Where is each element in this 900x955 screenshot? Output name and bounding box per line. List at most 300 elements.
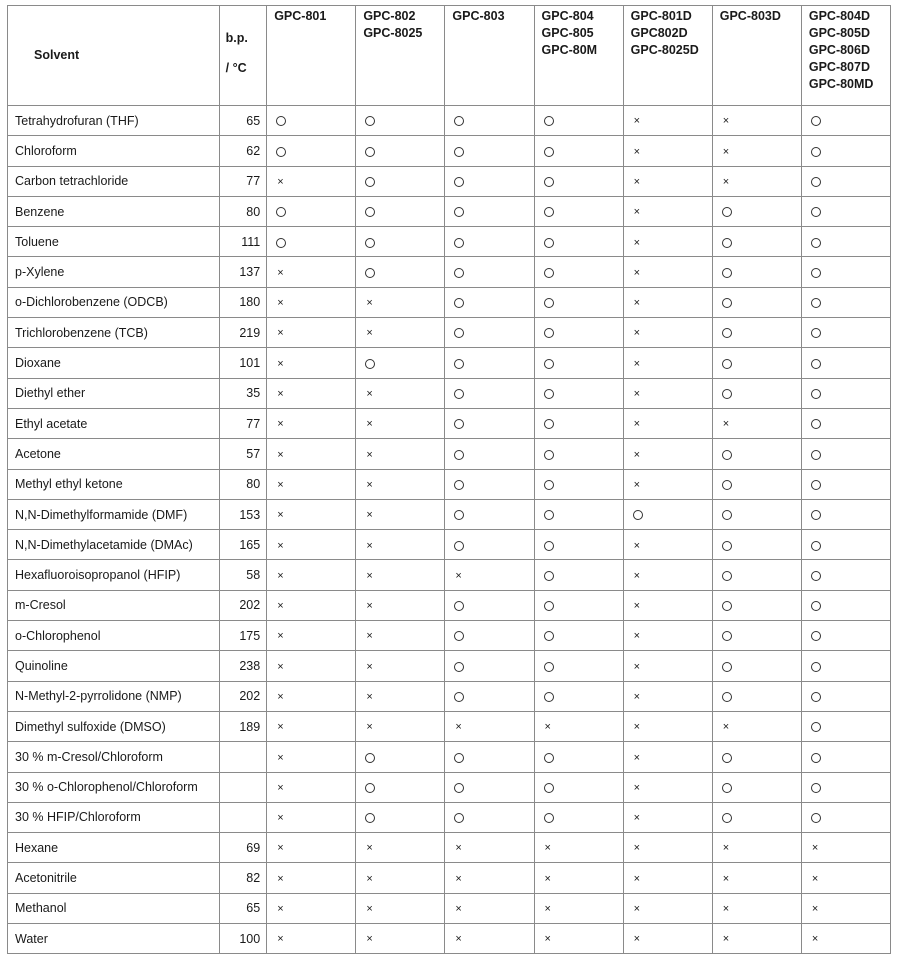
table-row	[8, 590, 891, 620]
header-row	[8, 6, 891, 106]
compatible-circle-icon	[811, 813, 821, 823]
incompatible-cross-icon: ×	[366, 721, 373, 734]
compatibility-cell	[356, 560, 445, 590]
compatibility-cell	[267, 196, 356, 226]
solvent-name: N,N-Dimethylformamide (DMF)	[8, 499, 220, 529]
compatibility-cell	[445, 742, 534, 772]
column-header-model: GPC-80MD	[808, 77, 874, 91]
incompatible-cross-icon: ×	[633, 388, 641, 401]
incompatible-cross-icon: ×	[366, 569, 373, 582]
bp-header-line: / °C	[225, 61, 247, 75]
incompatible-cross-icon: ×	[277, 357, 284, 370]
compatibility-cell	[712, 439, 801, 469]
compatible-circle-icon	[454, 450, 464, 460]
compatibility-cell	[623, 863, 712, 893]
compatible-circle-icon	[454, 177, 464, 187]
compatibility-cell	[267, 408, 356, 438]
incompatible-cross-icon: ×	[633, 145, 641, 158]
compatibility-cell	[623, 924, 712, 954]
incompatible-cross-icon: ×	[277, 630, 284, 643]
compatibility-cell	[801, 590, 890, 620]
table-row	[8, 408, 891, 438]
compatible-circle-icon	[811, 298, 821, 308]
compatibility-cell	[623, 196, 712, 226]
compatibility-cell	[623, 530, 712, 560]
compatible-circle-icon	[365, 813, 375, 823]
compatibility-cell	[623, 590, 712, 620]
incompatible-cross-icon: ×	[633, 539, 641, 552]
compatibility-cell	[712, 651, 801, 681]
incompatible-cross-icon: ×	[277, 418, 284, 431]
incompatible-cross-icon: ×	[633, 357, 641, 370]
compatibility-cell	[712, 499, 801, 529]
compatibility-cell	[623, 621, 712, 651]
compatibility-cell	[801, 499, 890, 529]
compatible-circle-icon	[544, 147, 554, 157]
table-row	[8, 287, 891, 317]
compatibility-cell	[356, 408, 445, 438]
incompatible-cross-icon: ×	[811, 872, 819, 885]
incompatible-cross-icon: ×	[366, 478, 373, 491]
compatibility-cell	[445, 166, 534, 196]
compatibility-cell	[801, 651, 890, 681]
compatibility-cell	[267, 287, 356, 317]
compatibility-cell	[356, 711, 445, 741]
compatibility-cell	[445, 651, 534, 681]
incompatible-cross-icon: ×	[366, 842, 373, 855]
compatibility-cell	[801, 681, 890, 711]
table-row	[8, 136, 891, 166]
incompatible-cross-icon: ×	[722, 903, 730, 916]
compatibility-cell	[267, 651, 356, 681]
column-header-model: GPC-805	[541, 26, 594, 40]
compatible-circle-icon	[454, 692, 464, 702]
compatibility-cell	[267, 439, 356, 469]
incompatible-cross-icon: ×	[366, 903, 373, 916]
incompatible-cross-icon: ×	[277, 721, 284, 734]
compatibility-cell	[534, 287, 623, 317]
compatibility-cell	[712, 166, 801, 196]
compatible-circle-icon	[454, 480, 464, 490]
compatibility-cell	[267, 530, 356, 560]
incompatible-cross-icon: ×	[455, 721, 462, 734]
column-header-model: GPC-804D	[808, 9, 870, 23]
compatible-circle-icon	[722, 450, 732, 460]
compatibility-cell	[623, 833, 712, 863]
compatible-circle-icon	[811, 662, 821, 672]
incompatible-cross-icon: ×	[722, 721, 730, 734]
compatible-circle-icon	[722, 541, 732, 551]
compatibility-cell	[445, 530, 534, 560]
table-row	[8, 621, 891, 651]
compatibility-cell	[445, 257, 534, 287]
compatibility-cell	[623, 106, 712, 136]
compatible-circle-icon	[276, 207, 286, 217]
compatible-circle-icon	[365, 177, 375, 187]
compatibility-cell	[267, 318, 356, 348]
compatibility-cell	[445, 227, 534, 257]
compatibility-cell	[801, 287, 890, 317]
compatibility-cell	[801, 166, 890, 196]
compatibility-cell	[534, 499, 623, 529]
compatibility-cell	[801, 833, 890, 863]
boiling-point: 175	[219, 621, 267, 651]
column-header-1	[267, 6, 356, 106]
boiling-point: 238	[219, 651, 267, 681]
compatible-circle-icon	[454, 662, 464, 672]
compatible-circle-icon	[544, 298, 554, 308]
compatible-circle-icon	[544, 783, 554, 793]
compatible-circle-icon	[454, 116, 464, 126]
boiling-point: 80	[219, 196, 267, 226]
compatibility-cell	[445, 469, 534, 499]
column-header-3	[445, 6, 534, 106]
compatibility-cell	[801, 408, 890, 438]
compatible-circle-icon	[544, 116, 554, 126]
column-header-2	[356, 6, 445, 106]
compatibility-cell	[445, 590, 534, 620]
compatible-circle-icon	[722, 359, 732, 369]
boiling-point: 65	[219, 893, 267, 923]
compatibility-cell	[623, 802, 712, 832]
compatibility-cell	[712, 378, 801, 408]
compatibility-cell	[534, 166, 623, 196]
incompatible-cross-icon: ×	[455, 903, 462, 916]
incompatible-cross-icon: ×	[633, 175, 641, 188]
solvent-name: Ethyl acetate	[8, 408, 220, 438]
solvent-name: Toluene	[8, 227, 220, 257]
compatible-circle-icon	[722, 328, 732, 338]
compatible-circle-icon	[544, 389, 554, 399]
boiling-point	[219, 772, 267, 802]
table-row	[8, 196, 891, 226]
incompatible-cross-icon: ×	[544, 721, 551, 734]
boiling-point: 165	[219, 530, 267, 560]
incompatible-cross-icon: ×	[633, 630, 641, 643]
boiling-point: 65	[219, 106, 267, 136]
compatible-circle-icon	[722, 207, 732, 217]
incompatible-cross-icon: ×	[366, 933, 373, 946]
boiling-point: 100	[219, 924, 267, 954]
column-header-model: GPC-805D	[808, 26, 870, 40]
compatible-circle-icon	[544, 662, 554, 672]
compatibility-cell	[267, 348, 356, 378]
compatible-circle-icon	[544, 328, 554, 338]
compatibility-cell	[445, 621, 534, 651]
incompatible-cross-icon: ×	[366, 509, 373, 522]
compatible-circle-icon	[454, 813, 464, 823]
compatible-circle-icon	[365, 238, 375, 248]
column-header-model: GPC-801D	[630, 9, 692, 23]
table-row	[8, 924, 891, 954]
compatibility-cell	[356, 348, 445, 378]
compatible-circle-icon	[811, 450, 821, 460]
solvent-name: Benzene	[8, 196, 220, 226]
incompatible-cross-icon: ×	[277, 600, 284, 613]
compatibility-cell	[356, 863, 445, 893]
compatibility-cell	[356, 106, 445, 136]
boiling-point: 202	[219, 590, 267, 620]
compatible-circle-icon	[365, 207, 375, 217]
compatible-circle-icon	[811, 753, 821, 763]
compatibility-cell	[712, 711, 801, 741]
boiling-point: 35	[219, 378, 267, 408]
compatibility-cell	[445, 287, 534, 317]
compatible-circle-icon	[454, 268, 464, 278]
compatibility-cell	[267, 560, 356, 590]
compatibility-cell	[623, 772, 712, 802]
compatibility-cell	[356, 530, 445, 560]
compatibility-cell	[534, 681, 623, 711]
incompatible-cross-icon: ×	[633, 660, 641, 673]
compatibility-cell	[712, 348, 801, 378]
compatible-circle-icon	[365, 753, 375, 763]
incompatible-cross-icon: ×	[722, 175, 730, 188]
compatibility-cell	[534, 439, 623, 469]
compatibility-cell	[712, 318, 801, 348]
column-header-6	[712, 6, 801, 106]
compatible-circle-icon	[811, 480, 821, 490]
incompatible-cross-icon: ×	[366, 448, 373, 461]
table-row	[8, 530, 891, 560]
compatibility-cell	[356, 196, 445, 226]
compatible-circle-icon	[811, 510, 821, 520]
compatibility-cell	[534, 772, 623, 802]
compatible-circle-icon	[544, 268, 554, 278]
compatibility-cell	[534, 378, 623, 408]
compatible-circle-icon	[722, 510, 732, 520]
table-row	[8, 106, 891, 136]
solvent-name: Diethyl ether	[8, 378, 220, 408]
solvent-name: Dimethyl sulfoxide (DMSO)	[8, 711, 220, 741]
compatible-circle-icon	[722, 692, 732, 702]
compatibility-cell	[623, 318, 712, 348]
boiling-point: 153	[219, 499, 267, 529]
compatibility-cell	[801, 893, 890, 923]
incompatible-cross-icon: ×	[277, 903, 284, 916]
table-row	[8, 499, 891, 529]
compatible-circle-icon	[544, 571, 554, 581]
compatibility-cell	[356, 287, 445, 317]
compatible-circle-icon	[454, 601, 464, 611]
incompatible-cross-icon: ×	[633, 206, 641, 219]
boiling-point: 202	[219, 681, 267, 711]
solvent-name: Quinoline	[8, 651, 220, 681]
incompatible-cross-icon: ×	[633, 297, 641, 310]
incompatible-cross-icon: ×	[544, 842, 551, 855]
compatibility-cell	[801, 772, 890, 802]
compatibility-cell	[267, 742, 356, 772]
compatible-circle-icon	[811, 541, 821, 551]
compatibility-cell	[712, 257, 801, 287]
column-header-5	[623, 6, 712, 106]
incompatible-cross-icon: ×	[633, 842, 641, 855]
compatibility-cell	[712, 863, 801, 893]
compatible-circle-icon	[811, 147, 821, 157]
compatibility-cell	[356, 378, 445, 408]
compatibility-cell	[356, 802, 445, 832]
compatibility-cell	[356, 681, 445, 711]
solvent-column-header: Solvent	[8, 6, 220, 106]
compatible-circle-icon	[811, 419, 821, 429]
compatibility-cell	[356, 499, 445, 529]
compatibility-cell	[623, 681, 712, 711]
boiling-point: 111	[219, 227, 267, 257]
compatibility-cell	[801, 863, 890, 893]
compatible-circle-icon	[544, 692, 554, 702]
compatibility-cell	[534, 651, 623, 681]
solvent-name: N-Methyl-2-pyrrolidone (NMP)	[8, 681, 220, 711]
incompatible-cross-icon: ×	[811, 842, 819, 855]
incompatible-cross-icon: ×	[455, 569, 462, 582]
compatibility-cell	[534, 742, 623, 772]
compatibility-cell	[356, 833, 445, 863]
boiling-point: 82	[219, 863, 267, 893]
boiling-point: 219	[219, 318, 267, 348]
boiling-point: 180	[219, 287, 267, 317]
column-header-model: GPC-8025	[363, 26, 423, 40]
solvent-name: N,N-Dimethylacetamide (DMAc)	[8, 530, 220, 560]
compatible-circle-icon	[454, 753, 464, 763]
compatibility-cell	[445, 833, 534, 863]
compatible-circle-icon	[276, 147, 286, 157]
compatibility-cell	[445, 893, 534, 923]
table-row	[8, 802, 891, 832]
compatibility-cell	[267, 257, 356, 287]
compatible-circle-icon	[722, 601, 732, 611]
table-row	[8, 257, 891, 287]
compatible-circle-icon	[722, 268, 732, 278]
compatibility-cell	[445, 499, 534, 529]
boiling-point: 58	[219, 560, 267, 590]
compatible-circle-icon	[544, 207, 554, 217]
compatibility-cell	[623, 439, 712, 469]
compatibility-cell	[801, 621, 890, 651]
compatibility-cell	[445, 136, 534, 166]
incompatible-cross-icon: ×	[811, 903, 819, 916]
compatible-circle-icon	[544, 631, 554, 641]
boiling-point: 77	[219, 408, 267, 438]
compatible-circle-icon	[811, 722, 821, 732]
compatible-circle-icon	[722, 631, 732, 641]
solvent-name: Water	[8, 924, 220, 954]
compatibility-cell	[267, 711, 356, 741]
incompatible-cross-icon: ×	[455, 842, 462, 855]
compatibility-cell	[801, 318, 890, 348]
column-header-model: GPC-807D	[808, 60, 870, 74]
boiling-point	[219, 742, 267, 772]
incompatible-cross-icon: ×	[633, 115, 641, 128]
table-row	[8, 711, 891, 741]
compatibility-cell	[267, 681, 356, 711]
solvent-name: Carbon tetrachloride	[8, 166, 220, 196]
compatibility-cell	[623, 257, 712, 287]
compatibility-cell	[801, 378, 890, 408]
solvent-name: Tetrahydrofuran (THF)	[8, 106, 220, 136]
incompatible-cross-icon: ×	[455, 872, 462, 885]
incompatible-cross-icon: ×	[811, 933, 819, 946]
compatibility-cell	[534, 257, 623, 287]
compatible-circle-icon	[633, 510, 643, 520]
compatibility-cell	[445, 681, 534, 711]
incompatible-cross-icon: ×	[455, 933, 462, 946]
incompatible-cross-icon: ×	[633, 418, 641, 431]
incompatible-cross-icon: ×	[633, 327, 641, 340]
solvent-compatibility-table	[7, 5, 891, 954]
table-row	[8, 227, 891, 257]
compatibility-cell	[801, 742, 890, 772]
compatibility-cell	[445, 408, 534, 438]
compatibility-cell	[445, 439, 534, 469]
compatibility-cell	[801, 136, 890, 166]
compatibility-cell	[712, 227, 801, 257]
column-header-model: GPC-80M	[541, 43, 598, 57]
compatibility-cell	[534, 136, 623, 166]
column-header-4	[534, 6, 623, 106]
compatible-circle-icon	[811, 328, 821, 338]
column-header-7	[801, 6, 890, 106]
compatibility-cell	[534, 530, 623, 560]
compatible-circle-icon	[544, 359, 554, 369]
incompatible-cross-icon: ×	[366, 660, 373, 673]
column-header-model: GPC-803	[452, 9, 505, 23]
compatibility-cell	[534, 318, 623, 348]
compatibility-cell	[712, 621, 801, 651]
incompatible-cross-icon: ×	[633, 721, 641, 734]
solvent-name: Hexafluoroisopropanol (HFIP)	[8, 560, 220, 590]
compatible-circle-icon	[365, 359, 375, 369]
table-row	[8, 681, 891, 711]
incompatible-cross-icon: ×	[277, 690, 284, 703]
table-row	[8, 560, 891, 590]
compatibility-cell	[623, 711, 712, 741]
table-row	[8, 469, 891, 499]
solvent-name: p-Xylene	[8, 257, 220, 287]
incompatible-cross-icon: ×	[277, 812, 284, 825]
boiling-point: 77	[219, 166, 267, 196]
compatibility-cell	[267, 227, 356, 257]
compatible-circle-icon	[454, 541, 464, 551]
compatibility-cell	[356, 469, 445, 499]
compatible-circle-icon	[365, 783, 375, 793]
compatible-circle-icon	[454, 389, 464, 399]
compatibility-cell	[534, 802, 623, 832]
compatibility-cell	[267, 106, 356, 136]
compatibility-cell	[445, 318, 534, 348]
incompatible-cross-icon: ×	[366, 297, 373, 310]
compatibility-cell	[623, 408, 712, 438]
compatibility-cell	[534, 106, 623, 136]
compatibility-cell	[445, 106, 534, 136]
incompatible-cross-icon: ×	[633, 236, 641, 249]
solvent-name: Methyl ethyl ketone	[8, 469, 220, 499]
boiling-point: 57	[219, 439, 267, 469]
compatibility-cell	[801, 560, 890, 590]
compatibility-cell	[801, 924, 890, 954]
compatibility-cell	[356, 439, 445, 469]
compatible-circle-icon	[722, 662, 732, 672]
compatibility-cell	[445, 348, 534, 378]
compatibility-cell	[801, 439, 890, 469]
compatible-circle-icon	[811, 238, 821, 248]
compatibility-cell	[712, 106, 801, 136]
compatible-circle-icon	[454, 419, 464, 429]
compatibility-cell	[267, 924, 356, 954]
compatibility-cell	[712, 742, 801, 772]
incompatible-cross-icon: ×	[633, 781, 641, 794]
boiling-point: 80	[219, 469, 267, 499]
compatible-circle-icon	[544, 753, 554, 763]
